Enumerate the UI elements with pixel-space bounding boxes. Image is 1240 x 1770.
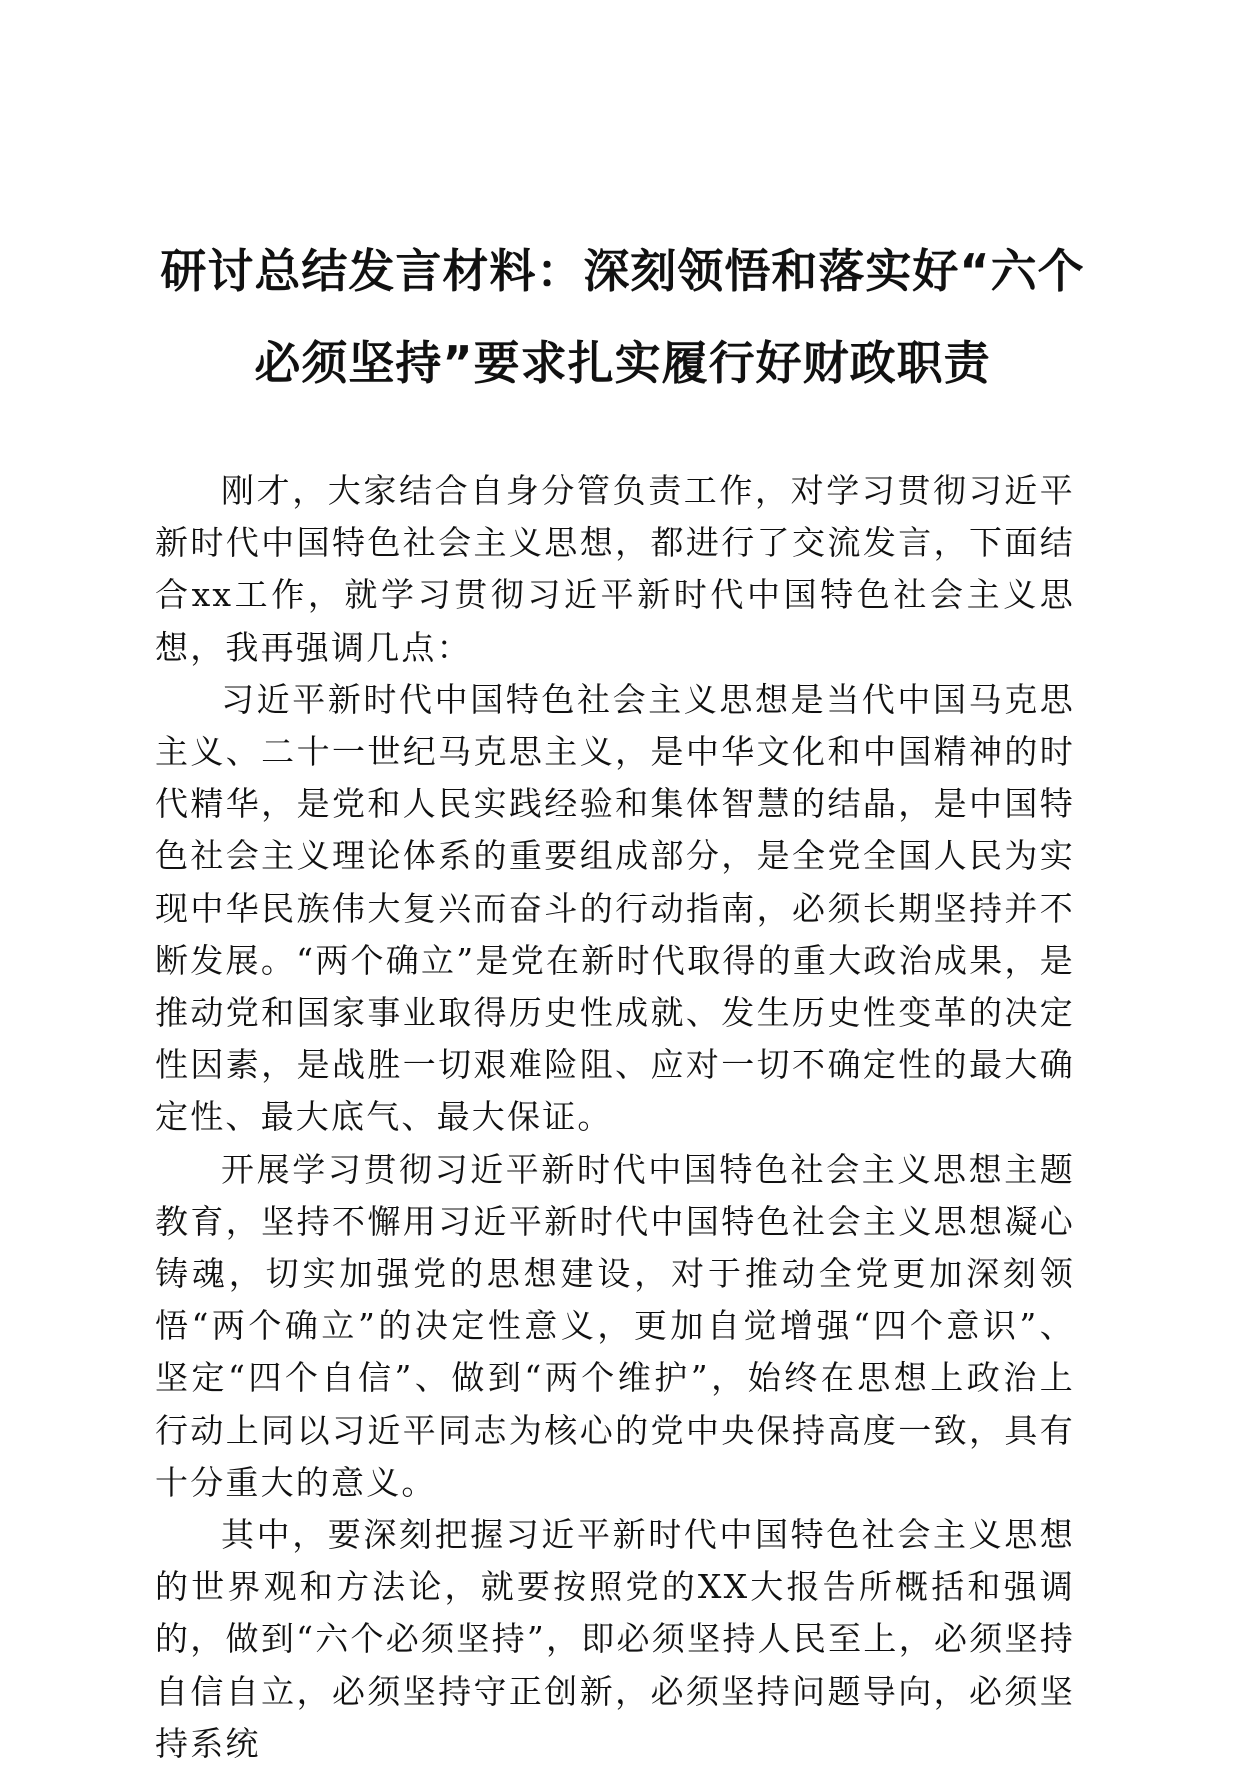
title-line-1: 研讨总结发言材料：深刻领悟和落实好“六个 <box>160 244 1085 298</box>
title-line-2: 必须坚持”要求扎实履行好财政职责 <box>254 336 991 390</box>
paragraph-3: 开展学习贯彻习近平新时代中国特色社会主义思想主题教育，坚持不懈用习近平新时代中国特色社会主义思想凝心铸魂，切实加强党的思想建设，对于推动全党更加深刻领悟“两个确立”的决定性意义，更加自觉增强“四个意识”、坚定“四个自信”、做到“两个维护”，始终在思想上政治上行动上同以习近平同志为核心的党中央保持高度一致，具有十分重大的意义。 <box>155 1149 1075 1502</box>
document-body <box>155 465 1075 1770</box>
paragraph-2: 习近平新时代中国特色社会主义思想是当代中国马克思主义、二十一世纪马克思主义，是中华文化和中国精神的时代精华，是党和人民实践经验和集体智慧的结晶，是中国特色社会主义理论体系的重要组成部分，是全党全国人民为实现中华民族伟大复兴而奋斗的行动指南，必须长期坚持并不断发展。“两个确立”是党在新时代取得的重大政治成果，是推动党和国家事业取得历史性成就、发生历史性变革的决定性因素，是战胜一切艰难险阻、应对一切不确定性的最大确定性、最大底气、最大保证。 <box>155 679 1075 1137</box>
document-title <box>150 225 1095 409</box>
paragraph-1: 刚才，大家结合自身分管负责工作，对学习贯彻习近平新时代中国特色社会主义思想，都进行了交流发言，下面结合xx工作，就学习贯彻习近平新时代中国特色社会主义思想，我再强调几点： <box>155 471 1075 667</box>
paragraph-4: 其中，要深刻把握习近平新时代中国特色社会主义思想的世界观和方法论，就要按照党的XX大报告所概括和强调的，做到“六个必须坚持”，即必须坚持人民至上，必须坚持自信自立，必须坚持守正创新，必须坚持问题导向，必须坚持系统 <box>155 1515 1075 1763</box>
